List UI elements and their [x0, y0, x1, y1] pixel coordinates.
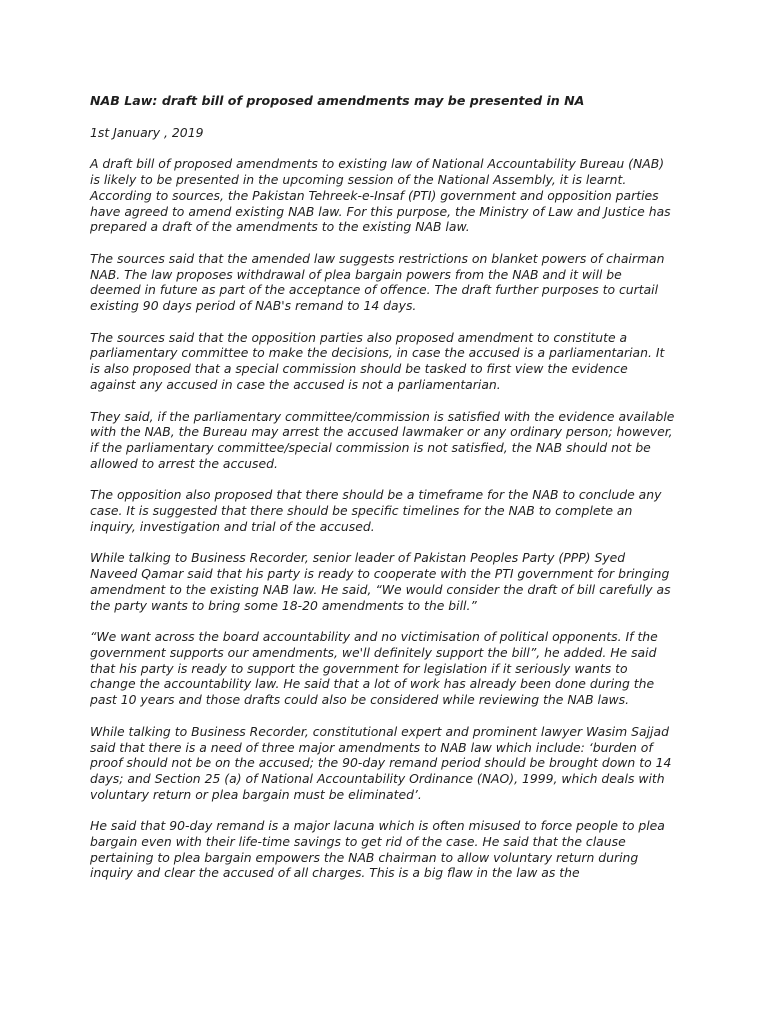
- article-paragraph-5: The opposition also proposed that there should be a timeframe for the NAB to conclude any case. It is suggested that there should be specific timelines for the NAB to complete an inquiry, investigation and trial of the accused.: [90, 487, 662, 534]
- article-date: 1st January , 2019: [90, 124, 204, 140]
- article-paragraph-9: He said that 90-day remand is a major lacuna which is often misused to force people to plea bargain even with their life-time savings to get rid of the case. He said that the clause pertaining to plea bargain empowers the NAB chairman to allow voluntary return during inquiry and clear the accused of all charges. This is a big flaw in the law as the: [90, 818, 665, 881]
- article-paragraph-7: “We want across the board accountability and no victimisation of political opponents. If the government supports our amendments, we'll definitely support the bill”, he added. He said that his party is ready to support the government for legislation if it seriously wants to change the accountability law. He said that a lot of work has already been done during the past 10 years and those drafts could also be considered while reviewing the NAB laws.: [90, 629, 658, 708]
- article-paragraph-6: While talking to Business Recorder, senior leader of Pakistan Peoples Party (PPP) Syed Naveed Qamar said that his party is ready to cooperate with the PTI government for bringing amendment to the existing NAB law. He said, “We would consider the draft of bill carefully as the party wants to bring some 18-20 amendments to the bill.”: [90, 550, 671, 613]
- article-title: NAB Law: draft bill of proposed amendments may be presented in NA: [90, 93, 585, 108]
- article-paragraph-8: While talking to Business Recorder, constitutional expert and prominent lawyer Wasim Sajjad said that there is a need of three major amendments to NAB law which include: ‘burden of proof should not be on the accused; the 90-day remand period should be brought down to 14 days; and Section 25 (a) of National Accountability Ordinance (NAO), 1999, which deals with voluntary return or plea bargain must be eliminated’.: [90, 723, 672, 802]
- article-paragraph-4: They said, if the parliamentary committee/commission is satisfied with the evidence available with the NAB, the Bureau may arrest the accused lawmaker or any ordinary person; however, if the parliamentary committee/special commission is not satisfied, the NAB should not be allowed to arrest the accused.: [90, 408, 675, 471]
- article-paragraph-2: The sources said that the amended law suggests restrictions on blanket powers of chairman NAB. The law proposes withdrawal of plea bargain powers from the NAB and it will be deemed in future as part of the acceptance of offence. The draft further purposes to curtail existing 90 days period of NAB's remand to 14 days.: [90, 250, 665, 314]
- document-page: [90, 93, 676, 897]
- article-paragraph-3: The sources said that the opposition parties also proposed amendment to constitute a parliamentary committee to make the decisions, in case the accused is a parliamentarian. It is also proposed that a special commission should be tasked to first view the evidence against any accused in case the accused is not a parliamentarian.: [90, 329, 665, 392]
- article-paragraph-1: A draft bill of proposed amendments to existing law of National Accountability Bureau (NAB) is likely to be presented in the upcoming session of the National Assembly, it is learnt. According to sources, the Pakistan Tehreek-e-Insaf (PTI) government and opposition parties have agreed to amend existing NAB law. For this purpose, the Ministry of Law and Justice has prepared a draft of the amendments to the existing NAB law.: [90, 156, 671, 235]
